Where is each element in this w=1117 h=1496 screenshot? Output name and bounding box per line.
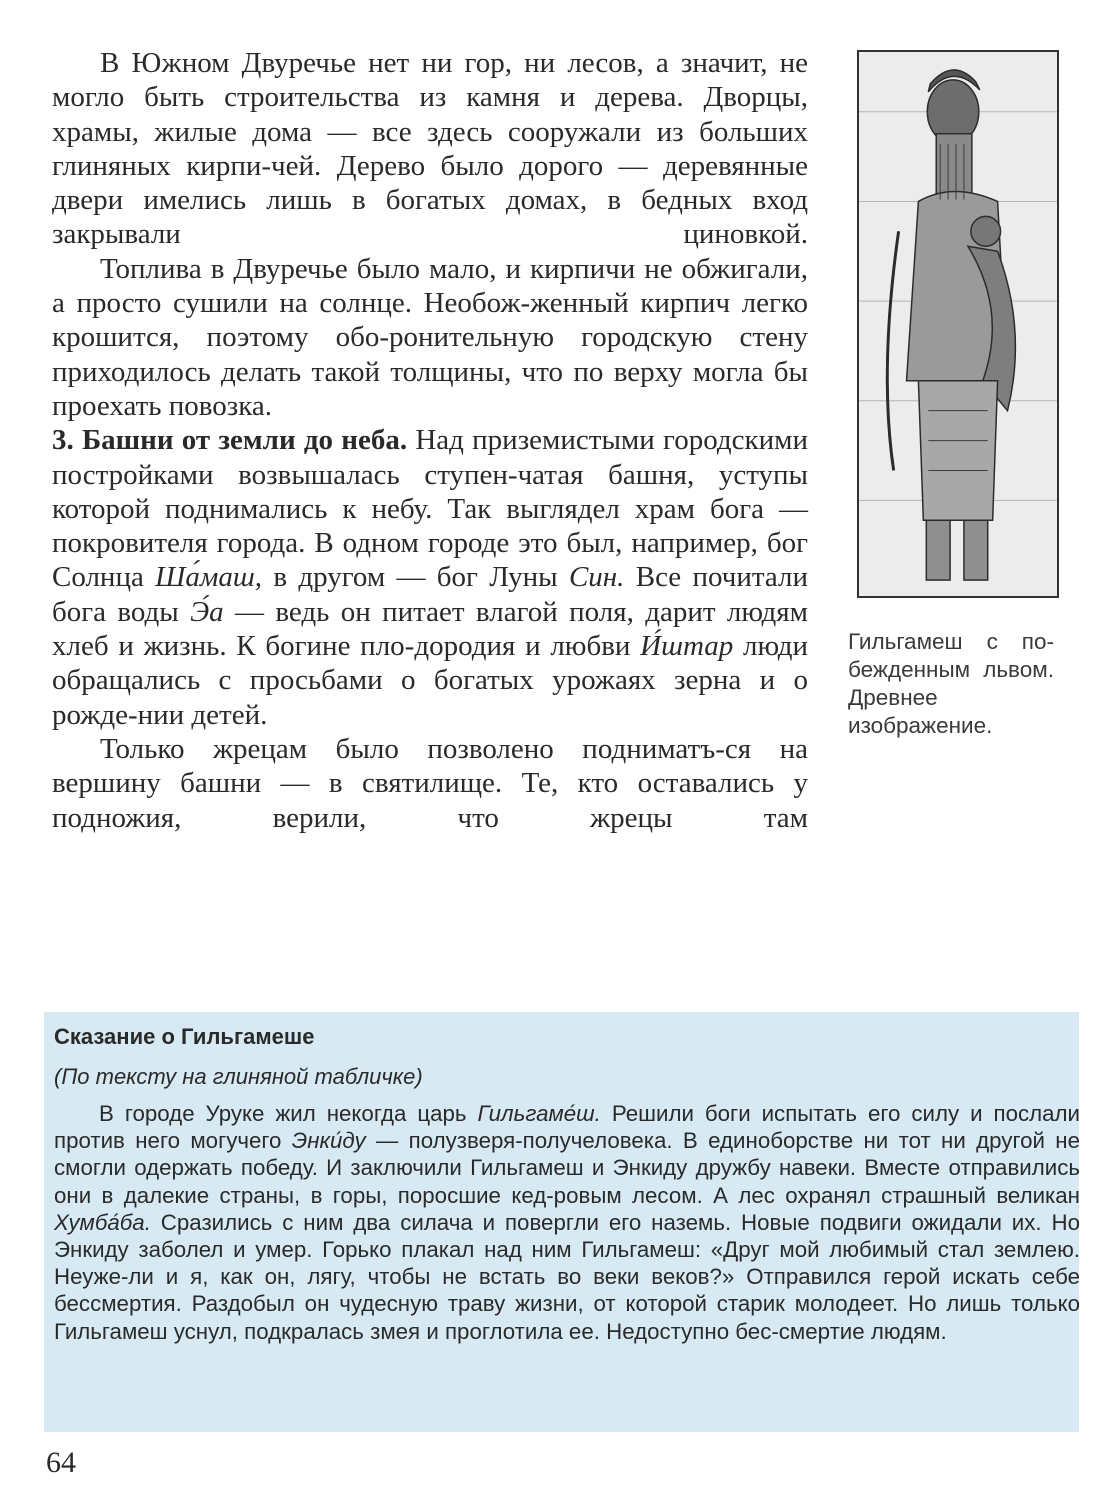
- text-line: Солнца: [52, 561, 156, 594]
- gilgamesh-relief-image: [857, 50, 1059, 598]
- term-humbaba: Хумба́ба.: [54, 1209, 151, 1235]
- text-line: чей. Дерево было дорого — деревянные двери: [52, 149, 808, 217]
- text-line: поля, дарит людям хлеб и жизнь. К богине пло-: [52, 595, 808, 663]
- text-line: ся на вершину башни — в святилище. Те, кто: [52, 732, 808, 800]
- term-enkidu: Энки́ду: [291, 1128, 366, 1154]
- text-line: нии детей.: [137, 698, 268, 731]
- term-shamash: Ша́маш,: [155, 561, 263, 594]
- text-line: Только жрецам было позволено подниматъ-: [100, 732, 725, 765]
- text-line: почитали бога воды: [52, 561, 808, 628]
- legend-paragraph: [54, 1100, 1080, 1345]
- text-line: значит, не могло быть строительства из камня: [52, 47, 808, 114]
- text-line: небу. Так выглядел храм бога — покровителя: [52, 492, 809, 560]
- text-line: делать такой толщины, что по верху могла бы: [221, 355, 809, 388]
- legend-text: В городе Уруке жил некогда царь: [99, 1101, 478, 1126]
- text-line: города. В одном городе это был, например, бог: [216, 527, 808, 560]
- section-3-paragraph: [52, 423, 808, 732]
- paragraph-2: [52, 252, 808, 423]
- text-line: Все: [624, 561, 682, 594]
- text-line: Над приземистыми: [407, 424, 655, 457]
- legend-text: Сразились с ним два силача и повергли его наземь. Новые подвиги ожидали их. Но Энкиду заболел и умер. Горько плакал над ним Гильгамеш: «Друг мой любимый стал землею. Неуже-ли и я, как он, лягу, чтобы не встать во веки веков?» Отправился герой искать себе бессмертия. Раздобыл он чудесную траву жизни, от которой старик молодеет. Но лишь только Гильгамеш уснул, подкралась змея и проглотила ее. Недоступно бес-смертие людям.: [54, 1209, 1080, 1344]
- legend-title: Сказание о Гильгамеше: [54, 1024, 315, 1049]
- legend-box: [44, 1012, 1079, 1432]
- text-line: обжигали, а просто сушили на солнце. Необож-: [52, 252, 808, 320]
- term-ishtar: И́штар: [640, 630, 734, 663]
- text-line: проехать повозка.: [52, 389, 272, 422]
- text-line: ронительную городскую стену приходилось: [52, 321, 808, 388]
- legend-text: Решили боги испытать его силу и послали против него могучего: [54, 1101, 1080, 1154]
- legend-body: [54, 1100, 1080, 1345]
- text-line: дородия и любви: [414, 630, 641, 663]
- text-line: Топлива в Двуречье было мало, и кирпичи не: [100, 252, 673, 285]
- text-line: здесь сооружали из больших глиняных кирпи-: [52, 115, 808, 182]
- text-line: женный кирпич легко крошится, поэтому обо-: [52, 287, 808, 354]
- text-line: оставались у подножия, верили, что жрецы там: [52, 767, 808, 834]
- text-line: В Южном Двуречье нет ни гор, ни лесов, а: [100, 47, 669, 79]
- text-line: и дерева. Дворцы, храмы, жилые дома — все: [52, 81, 809, 148]
- text-line: люди обращались с: [52, 630, 808, 697]
- term-gilgamesh: Гильгаме́ш.: [477, 1101, 601, 1126]
- page-number: 64: [46, 1446, 76, 1479]
- figure-caption: Гильгамеш с по- бежденным львом. Древнее изображение.: [848, 629, 1054, 738]
- text-line: — ведь он питает влагой: [223, 595, 558, 628]
- text-line: в другом — бог Луны: [262, 561, 569, 594]
- text-line: закрывали циновкой.: [52, 218, 808, 251]
- text-line: городскими постройками возвышалась ступен-: [52, 424, 808, 491]
- term-sin: Син.: [568, 561, 625, 594]
- paragraph-4: [52, 732, 808, 835]
- legend-subtitle: (По тексту на глиняной табличке): [54, 1064, 423, 1089]
- paragraph-1: [52, 46, 808, 252]
- text-line: чатая башня, уступы которой поднимались к: [52, 458, 808, 525]
- text-line: имелись лишь в богатых домах, в бедных вход: [143, 184, 808, 217]
- text-line: просьбами о богатых урожаях зерна и о рожде-: [52, 664, 809, 731]
- term-ea: Э́а: [190, 595, 224, 628]
- legend-text: — полузверя-получеловека. В единоборстве ни тот ни другой не смогли одержать победу. И заключили Гильгамеш и Энкиду дружбу навеки. Вместе отправились они в далекие страны, в горы, поросшие кед-ровым лесом. А лес охранял страшный великан: [54, 1128, 1081, 1208]
- main-text: [52, 46, 808, 835]
- section-heading: 3. Башни от земли до неба.: [52, 424, 408, 457]
